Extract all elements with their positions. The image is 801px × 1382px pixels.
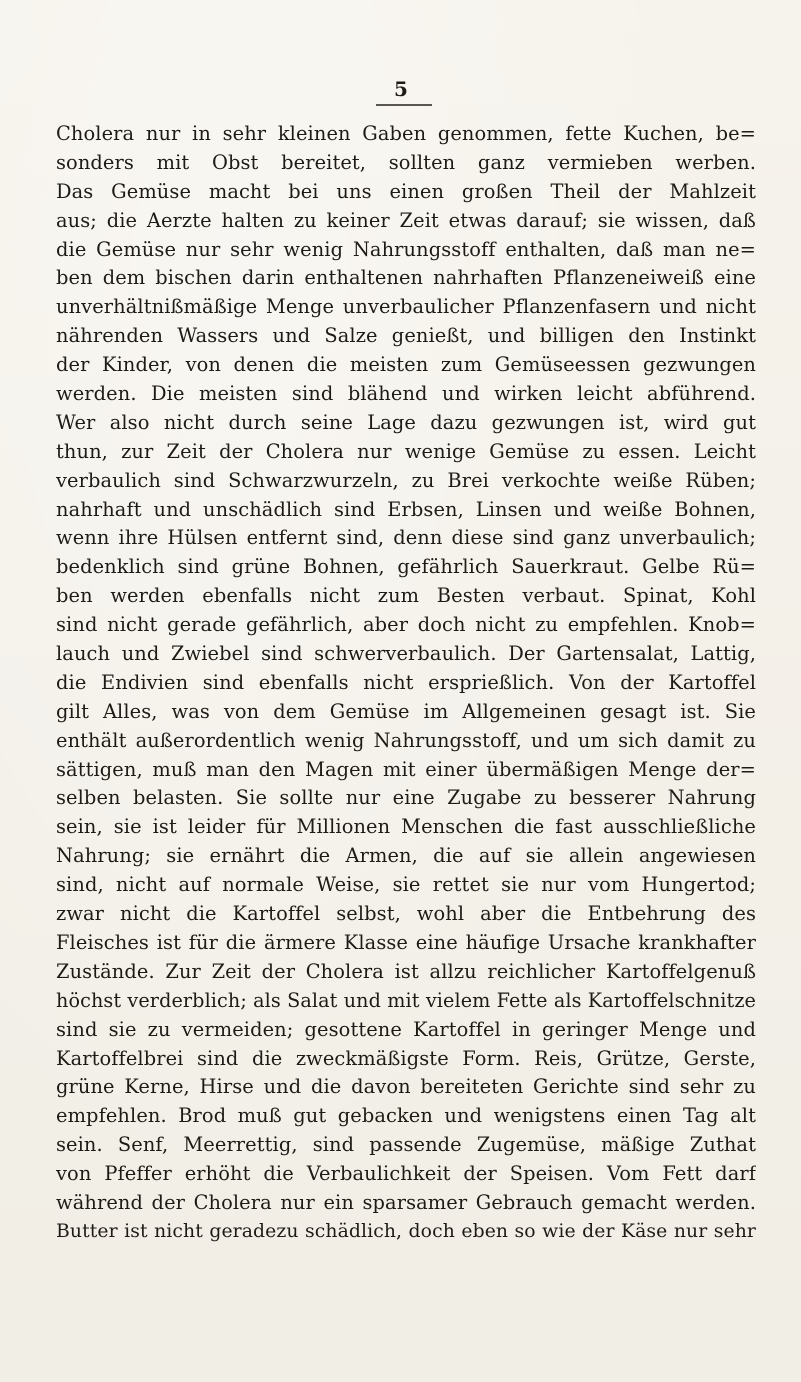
text-line: grüne Kerne, Hirse und die davon bereiteten Gerichte sind sehr zu (56, 1075, 756, 1099)
text-line: ben werden ebenfalls nicht zum Besten verbaut. Spinat, Kohl (56, 584, 756, 608)
text-line: die Endivien sind ebenfalls nicht ersprießlich. Von der Kartoffel (56, 670, 756, 694)
text-line: Cholera nur in sehr kleinen Gaben genommen, fette Kuchen, be= (56, 122, 756, 145)
text-line: Butter ist nicht geradezu schädlich, doch eben so wie der Käse nur sehr (56, 1220, 756, 1242)
text-line: empfehlen. Brod muß gut gebacken und wenigstens einen Tag alt (56, 1104, 756, 1128)
text-line: der Kinder, von denen die meisten zum Gemüseessen gezwungen (56, 353, 756, 377)
text-line: lauch und Zwiebel sind schwerverbaulich. Der Gartensalat, Lattig, (56, 642, 756, 666)
text-line: sättigen, muß man den Magen mit einer übermäßigen Menge der= (56, 757, 756, 781)
text-line: Wer also nicht durch seine Lage dazu gezwungen ist, wird gut (56, 410, 756, 434)
text-line: Nahrung; sie ernährt die Armen, die auf sie allein angewiesen (56, 844, 756, 868)
text-line: Kartoffelbrei sind die zweckmäßigste Form. Reis, Grütze, Gerste, (56, 1046, 756, 1070)
text-line: die Gemüse nur sehr wenig Nahrungsstoff enthalten, daß man ne= (56, 237, 756, 261)
text-line: zwar nicht die Kartoffel selbst, wohl aber die Entbehrung des (56, 902, 756, 926)
text-line: wenn ihre Hülsen entfernt sind, denn diese sind ganz unverbaulich; (56, 526, 756, 550)
text-line: von Pfeffer erhöht die Verbaulichkeit der Speisen. Vom Fett darf (56, 1162, 756, 1186)
text-line: aus; die Aerzte halten zu keiner Zeit etwas darauf; sie wissen, daß (56, 208, 756, 232)
text-line: Fleisches ist für die ärmere Klasse eine häufige Ursache krankhafter (56, 930, 756, 954)
text-line: bedenklich sind grüne Bohnen, gefährlich Sauerkraut. Gelbe Rü= (56, 555, 756, 579)
text-line: thun, zur Zeit der Cholera nur wenige Gemüse zu essen. Leicht (56, 439, 756, 463)
text-line: gilt Alles, was von dem Gemüse im Allgemeinen gesagt ist. Sie (56, 699, 756, 723)
text-line: selben belasten. Sie sollte nur eine Zugabe zu besserer Nahrung (56, 786, 756, 810)
text-line: verbaulich sind Schwarzwurzeln, zu Brei verkochte weiße Rüben; (56, 468, 756, 492)
text-line: enthält außerordentlich wenig Nahrungsstoff, und um sich damit zu (56, 728, 756, 752)
text-line: sein, sie ist leider für Millionen Menschen die fast ausschließliche (56, 815, 756, 839)
text-line: sein. Senf, Meerrettig, sind passende Zugemüse, mäßige Zuthat (56, 1133, 756, 1157)
text-line: Das Gemüse macht bei uns einen großen Theil der Mahlzeit (56, 179, 756, 203)
text-line: sind, nicht auf normale Weise, sie rettet sie nur vom Hungertod; (56, 873, 756, 897)
text-line: nahrhaft und unschädlich sind Erbsen, Linsen und weiße Bohnen, (56, 497, 756, 521)
text-line: höchst verderblich; als Salat und mit vielem Fette als Kartoffelschnitze (56, 988, 756, 1012)
body-text (56, 120, 756, 1247)
text-line: sind sie zu vermeiden; gesottene Kartoffel in geringer Menge und (56, 1017, 756, 1041)
text-line: während der Cholera nur ein sparsamer Gebrauch gemacht werden. (56, 1190, 756, 1214)
text-line: werden. Die meisten sind blähend und wirken leicht abführend. (56, 382, 756, 406)
header-rule (376, 104, 432, 106)
text-line: sonders mit Obst bereitet, sollten ganz vermieben werben. (56, 150, 756, 174)
text-line: unverhältnißmäßige Menge unverbaulicher Pflanzenfasern und nicht (56, 295, 756, 319)
text-line: nährenden Wassers und Salze genießt, und billigen den Instinkt (56, 324, 756, 348)
text-line: ben dem bischen darin enthaltenen nahrhaften Pflanzeneiweiß eine (56, 266, 756, 290)
text-line: sind nicht gerade gefährlich, aber doch nicht zu empfehlen. Knob= (56, 613, 756, 637)
text-line: Zustände. Zur Zeit der Cholera ist allzu reichlicher Kartoffelgenuß (56, 959, 756, 983)
page-number: 5 (394, 77, 408, 101)
